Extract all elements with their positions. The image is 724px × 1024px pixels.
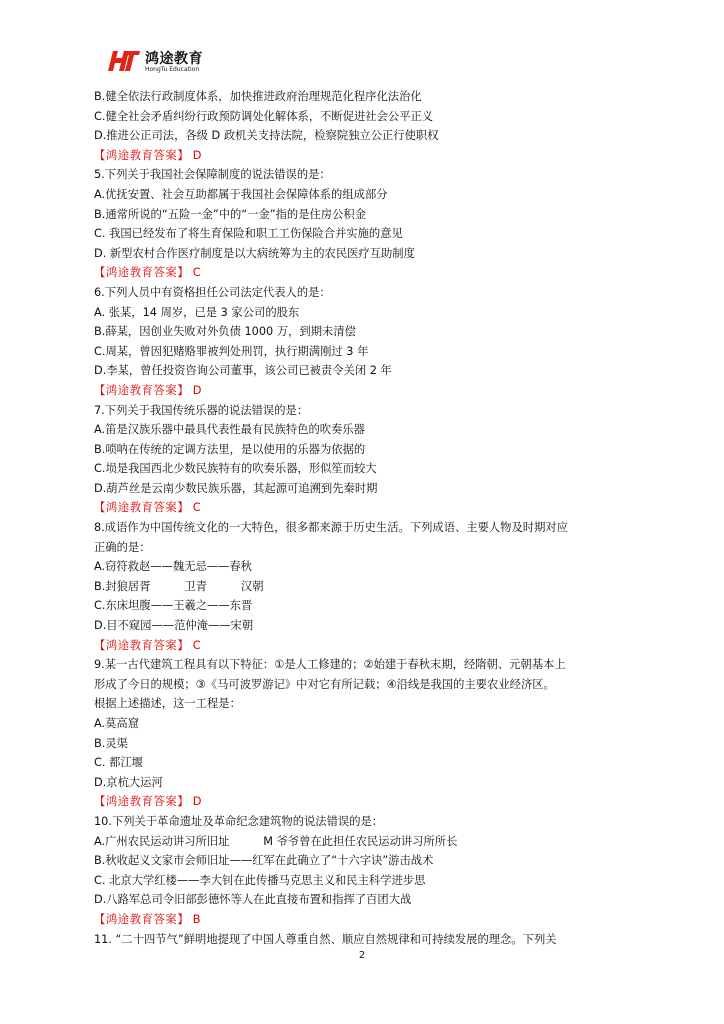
text-line: B.唢呐在传统的定调方法里，是以使用的乐器为依据的 (94, 442, 366, 456)
answer-value: C (192, 266, 201, 280)
answer-label: 【鸿途教育答案】 (94, 501, 190, 515)
logo-english-name: HongTu Education (145, 66, 200, 73)
answer-line (94, 636, 634, 656)
page-number: 2 (358, 950, 366, 961)
text-line: C. 我国已经发布了将生育保险和职工工伤保险合并实施的意见 (94, 227, 403, 241)
answer-value: D (192, 148, 202, 162)
answer-value: D (192, 795, 202, 809)
text-line: A.优抚安置、社会互助都属于我国社会保障体系的组成部分 (94, 187, 388, 201)
text-line: D.葫芦丝是云南少数民族乐器，其起源可追溯到先秦时期 (94, 481, 378, 495)
answer-label: 【鸿途教育答案】 (94, 795, 190, 809)
text-line: 6.下列人员中有资格担任公司法定代表人的是： (94, 285, 331, 299)
text-line: A.广州农民运动讲习所旧址 M 爷爷曾在此担任农民运动讲习所所长 (94, 834, 458, 848)
text-line: D.京杭大运河 (94, 775, 163, 789)
answer-line (94, 910, 634, 930)
text-line: D.目不窥园——范仲淹——宋朝 (94, 619, 254, 633)
answer-line (94, 146, 634, 166)
text-line: C. 都江堰 (94, 756, 143, 770)
text-line: B.通常所说的“五险一金”中的“一金”指的是住房公积金 (94, 207, 366, 221)
logo-chinese-name: 鸿途教育 (145, 51, 203, 67)
text-line: B.薛某，因创业失败对外负债 1000 万，到期未清偿 (94, 325, 356, 339)
text-line: B.秋收起义文家市会师旧址——红军在此确立了“十六字诀”游击战术 (94, 854, 434, 868)
document-body (94, 87, 634, 949)
text-line: C. 北京大学红楼——李大钊在此传播马克思主义和民主科学进步思 (94, 873, 426, 887)
text-line: A.窃符救赵——魏无忌——春秋 (94, 560, 252, 574)
text-line: 10.下列关于革命遗址及革命纪念建筑物的说法错误的是： (94, 814, 384, 828)
text-line: C.东床坦腹——王羲之——东晋 (94, 599, 253, 613)
answer-line (94, 498, 634, 518)
text-line: C.周某，曾因犯赌赂罪被判处刑罚，执行期满刚过 3 年 (94, 344, 369, 358)
text-line: 9.某一古代建筑工程具有以下特征：①是人工修建的；②始建于春秋末期，经隋朝、元朝基本上 (94, 658, 566, 672)
answer-value: C (192, 638, 201, 652)
text-line: 根据上述描述，这一工程是： (94, 697, 241, 711)
answer-value: B (192, 912, 201, 926)
text-line: 8.成语作为中国传统文化的一大特色，很多都来源于历史生活。下列成语、主要人物及时期对应 (94, 521, 568, 535)
text-line: C.埙是我国西北少数民族特有的吹奏乐器，形似笙而较大 (94, 462, 377, 476)
text-line: D.八路军总司令旧部彭德怀等人在此直接布置和指挥了百团大战 (94, 893, 412, 907)
text-line: A.莫高窟 (94, 717, 140, 730)
text-line: D. 新型农村合作医疗制度是以大病统筹为主的农民医疗互助制度 (94, 246, 415, 260)
answer-line (94, 792, 634, 812)
answer-label: 【鸿途教育答案】 (94, 148, 190, 162)
answer-line (94, 263, 634, 283)
text-line: D.李某，曾任投资咨询公司董事，该公司已被责令关闭 2 年 (94, 364, 392, 378)
brand-logo (107, 47, 227, 77)
answer-label: 【鸿途教育答案】 (94, 383, 190, 397)
ht-logo-icon (107, 49, 141, 73)
text-line: 11. “二十四节气”鲜明地提现了中国人尊重自然、顺应自然规律和可持续发展的理念。下列关 (94, 932, 557, 946)
answer-label: 【鸿途教育答案】 (94, 266, 190, 280)
text-line: 7.下列关于我国传统乐器的说法错误的是： (94, 403, 309, 417)
text-line: 形成了今日的规模；③《马可波罗游记》中对它有所记载；④沿线是我国的主要农业经济区。 (94, 677, 555, 691)
answer-label: 【鸿途教育答案】 (94, 638, 190, 652)
text-line: B.封狼居胥 卫青 汉朝 (94, 579, 264, 593)
answer-value: C (192, 501, 201, 515)
answer-value: D (192, 383, 202, 397)
text-line: A. 张某，14 周岁，已是 3 家公司的股东 (94, 305, 300, 319)
text-line: D.推进公正司法，各级 D 政机关支持法院，检察院独立公正行使职权 (94, 129, 439, 143)
text-line: C.健全社会矛盾纠纷行政预防调处化解体系，不断促进社会公平正义 (94, 109, 434, 123)
text-line: B.灵渠 (94, 736, 128, 750)
text-line: 正确的是： (94, 540, 151, 554)
text-line: 5.下列关于我国社会保障制度的说法错误的是： (94, 168, 331, 182)
answer-line (94, 381, 634, 401)
text-line: A.笛是汉族乐器中最具代表性最有民族特色的吹奏乐器 (94, 423, 365, 437)
text-line: B.健全依法行政制度体系，加快推进政府治理规范化程序化法治化 (94, 90, 422, 103)
answer-label: 【鸿途教育答案】 (94, 912, 190, 926)
